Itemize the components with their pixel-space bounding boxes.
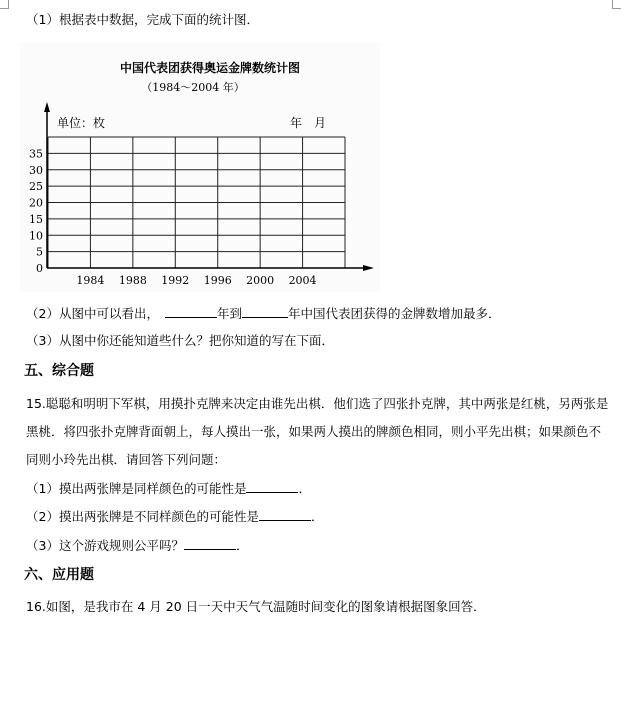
answer-blank-end-year[interactable]	[242, 305, 288, 318]
q15-sub1	[26, 480, 311, 497]
y-tick-label: 35	[29, 147, 43, 161]
q15-line3: 同则小玲先出棋．请回答下列问题：	[26, 452, 227, 467]
q16-text: 16.如图，是我市在 4 月 20 日一天中天气气温随时间变化的图象请根据图象回答．	[26, 599, 486, 614]
chart-background	[20, 42, 380, 292]
unit-label: 单位：枚	[57, 116, 106, 130]
answer-blank-fair[interactable]	[184, 537, 236, 550]
chart-title: 中国代表团获得奥运金牌数统计图	[119, 61, 301, 75]
q15-sub3	[26, 537, 248, 554]
y-tick-label: 5	[36, 245, 43, 259]
answer-blank-start-year[interactable]	[165, 305, 217, 318]
y-tick-label: 25	[29, 180, 43, 194]
q14-part2-text-b: 年到	[216, 306, 242, 321]
x-tick-label: 2004	[288, 274, 317, 287]
q15-sub2	[26, 508, 323, 525]
q14-part2-text-c: 年中国代表团获得的金牌数增加最多．	[287, 306, 501, 321]
period: ．	[310, 509, 324, 524]
period: ．	[235, 538, 249, 553]
section6-heading: 六、应用题	[24, 567, 94, 583]
q15-sub3-text: （3）这个游戏规则公平吗？	[26, 538, 184, 553]
y-tick-label: 10	[29, 229, 43, 243]
period: ．	[298, 481, 311, 496]
answer-blank-diff-color[interactable]	[259, 508, 311, 521]
x-tick-label: 1996	[203, 274, 232, 287]
y-tick-label: 0	[36, 262, 43, 275]
x-tick-label: 1984	[76, 274, 105, 287]
q14-part2-text-a: （2）从图中可以看出，	[26, 306, 159, 321]
q15-sub2-text: （2）摸出两张牌是不同样颜色的可能性是	[26, 509, 259, 524]
x-tick-label: 1992	[161, 274, 190, 287]
q14-part2	[26, 305, 501, 322]
answer-blank-same-color[interactable]	[246, 480, 298, 493]
x-tick-label: 2000	[246, 274, 275, 287]
q15-line2: 黑桃．将四张扑克牌背面朝上，每人摸出一张，如果两人摸出的牌颜色相同，则小平先出棋；如果颜色不	[26, 424, 602, 439]
q14-part3: （3）从图中你还能知道些什么？把你知道的写在下面．	[26, 333, 334, 348]
q14-part1: （1）根据表中数据，完成下面的统计图．	[26, 12, 259, 27]
chart-subtitle: （1984～2004 年）	[141, 81, 245, 94]
x-tick-label: 1988	[118, 274, 147, 287]
section5-heading: 五、综合题	[24, 363, 94, 379]
y-tick-label: 20	[29, 196, 43, 210]
y-tick-label: 30	[29, 163, 43, 177]
q15-sub1-text: （1）摸出两张牌是同样颜色的可能性是	[26, 481, 247, 496]
medal-chart	[0, 0, 629, 300]
y-tick-label: 15	[29, 212, 43, 226]
q15-line1: 15.聪聪和明明下军棋，用摸扑克牌来决定由谁先出棋．他们选了四张扑克牌，其中两张是红桃，另两张是	[26, 396, 609, 411]
date-label: 年 月	[290, 116, 327, 130]
